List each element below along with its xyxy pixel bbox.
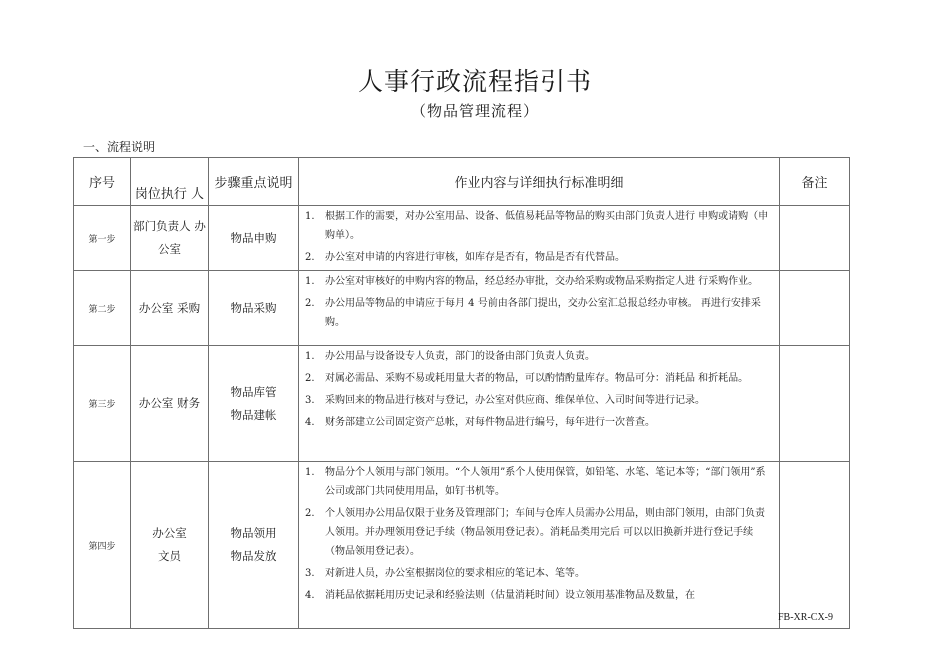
content-list (305, 463, 773, 605)
content-item (305, 272, 773, 291)
item-text: 采购回来的物品进行核对与登记，办公室对供应商、维保单位、入司时间等进行记录。 (325, 395, 705, 406)
key-point-cell (209, 206, 299, 271)
content-item (305, 207, 773, 245)
note-cell (780, 206, 850, 271)
item-text: 对新进人员，办公室根据岗位的要求相应的笔记本、笔等。 (325, 568, 585, 579)
item-text: 个人领用办公用品仅限于业务及管理部门；车间与仓库人员需办公用品，则由部门领用，由部门负责人领用。并办理领用登记手续（物品领用登记表）。消耗品类用完后 可以以旧换新并进行登记手续（物品领用登记表）。 (325, 508, 765, 557)
item-number: 2. (305, 373, 315, 384)
table-header-row (74, 158, 850, 206)
table-row (74, 346, 850, 462)
content-cell (299, 271, 780, 346)
document-code: FB-XR-CX-9 (778, 612, 834, 623)
header-position: 岗位执行 人 (131, 158, 209, 206)
key-point-cell (209, 462, 299, 629)
item-number: 2. (305, 508, 315, 519)
position-cell (131, 271, 209, 346)
item-number: 1. (305, 351, 315, 362)
item-text: 办公室对申请的内容进行审核，如库存是否有，物品是否有代替品。 (325, 252, 625, 263)
key-point-line: 物品采购 (230, 300, 277, 315)
content-item (305, 564, 773, 583)
position-cell (131, 346, 209, 462)
item-number: 2. (305, 252, 315, 263)
content-item (305, 347, 773, 366)
item-text: 根据工作的需要，对办公室用品、设备、低值易耗品等物品的购买由部门负责人进行 申购或请购（申购单）。 (325, 211, 769, 241)
key-point-cell (209, 271, 299, 346)
item-text: 对属必需品、采购不易或耗用量大者的物品，可以酌情酌量库存。物品可分：消耗品 和折耗品。 (325, 373, 749, 384)
position-line: 办公室 (152, 526, 187, 540)
content-item (305, 463, 773, 501)
content-item (305, 369, 773, 388)
content-cell (299, 462, 780, 629)
item-number: 4. (305, 417, 315, 428)
item-number: 1. (305, 467, 315, 478)
content-item (305, 294, 773, 332)
item-text: 办公用品等物品的申请应于每月 4 号前由各部门提出，交办公室汇总报总经办审核。 再进行安排采购。 (325, 298, 761, 328)
step-label: 第一步 (74, 206, 131, 271)
step-label: 第四步 (74, 462, 131, 629)
table-row (74, 206, 850, 271)
item-number: 2. (305, 298, 315, 309)
key-point-line: 物品申购 (230, 230, 277, 245)
key-point-line: 物品库管 (230, 384, 277, 399)
item-text: 办公用品与设备设专人负责，部门的设备由部门负责人负责。 (325, 351, 595, 362)
content-item (305, 504, 773, 561)
item-text: 消耗品依据耗用历史记录和经验法则（估量消耗时间）设立领用基准物品及数量，在 (325, 590, 695, 601)
content-item (305, 586, 773, 605)
table-row (74, 271, 850, 346)
content-item (305, 391, 773, 410)
document-title: 人事行政流程指引书 (357, 67, 592, 96)
content-item (305, 413, 773, 432)
key-point-cell (209, 346, 299, 462)
position-cell (131, 206, 209, 271)
position-cell (131, 462, 209, 629)
step-label: 第三步 (74, 346, 131, 462)
note-cell (780, 462, 850, 629)
document-subtitle: （物品管理流程） (410, 102, 539, 120)
item-text: 物品分个人领用与部门领用。“个人领用”系个人使用保管，如铅笔、水笔、笔记本等；“部门领用”系公司或部门共同使用用品，如钉书机等。 (325, 467, 766, 497)
key-point-line: 物品发放 (230, 549, 277, 563)
item-number: 1. (305, 276, 315, 287)
item-text: 财务部建立公司固定资产总帐，对每件物品进行编号，每年进行一次普查。 (325, 417, 655, 428)
position-line: 文员 (158, 549, 181, 563)
header-content: 作业内容与详细执行标准明细 (299, 158, 780, 206)
step-label: 第二步 (74, 271, 131, 346)
content-cell (299, 206, 780, 271)
note-cell (780, 346, 850, 462)
content-cell (299, 346, 780, 462)
key-point-line: 物品领用 (230, 526, 277, 540)
item-number: 1. (305, 211, 315, 222)
position-line: 办公室 财务 (138, 396, 201, 410)
item-text: 办公室对审核好的申购内容的物品，经总经办审批，交办给采购或物品采购指定人进 行采购作业。 (325, 276, 759, 287)
table-row (74, 462, 850, 629)
note-cell (780, 271, 850, 346)
item-number: 3. (305, 395, 315, 406)
content-item (305, 248, 773, 267)
header-note: 备注 (780, 158, 850, 206)
position-line: 办公室 采购 (138, 300, 201, 315)
position-line: 部门负责人 办 (133, 219, 206, 233)
content-list (305, 347, 773, 432)
item-number: 4. (305, 590, 315, 601)
header-key-points: 步骤重点说明 (209, 158, 299, 206)
content-list (305, 272, 773, 332)
process-table (73, 157, 850, 629)
key-point-line: 物品建帐 (230, 407, 277, 422)
position-line: 公室 (158, 242, 181, 256)
item-number: 3. (305, 568, 315, 579)
header-seq: 序号 (74, 158, 131, 206)
section-heading: 一、流程说明 (83, 140, 156, 154)
content-list (305, 207, 773, 267)
